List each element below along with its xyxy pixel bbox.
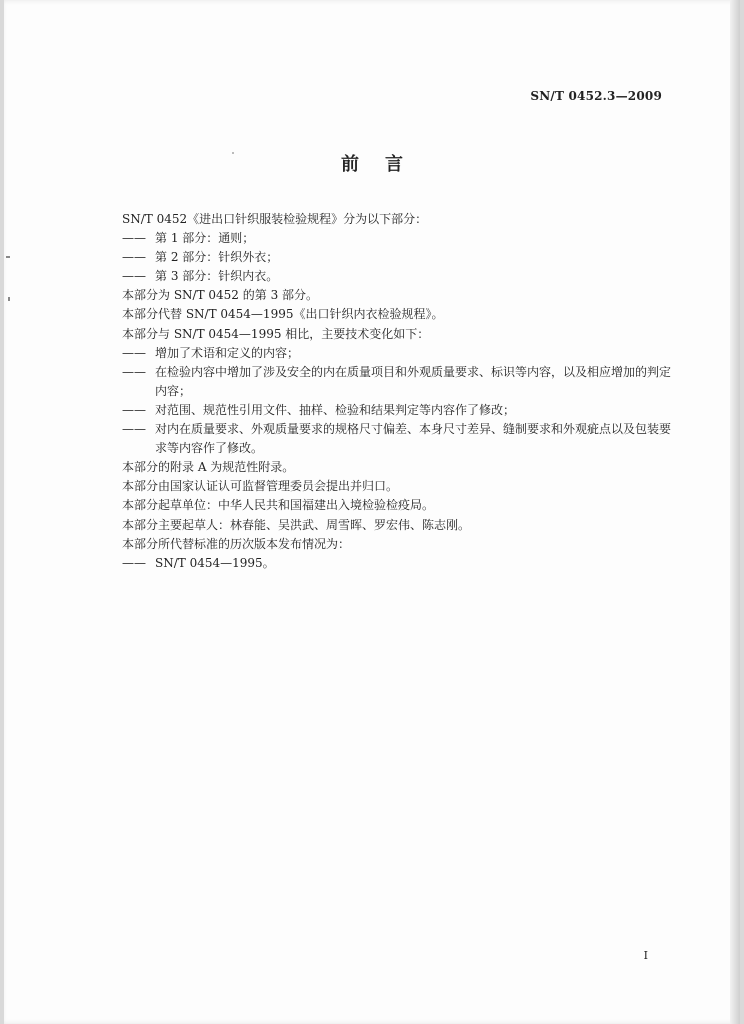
list-item-text: 对内在质量要求、外观质量要求的规格尺寸偏差、本身尺寸差异、缝制要求和外观疵点以及包装要求等内容作了修改。 (155, 422, 672, 456)
history-list-item (122, 554, 677, 573)
change-list-item (122, 363, 677, 401)
paragraph-line: 本部分所代替标准的历次版本发布情况为： (122, 536, 351, 551)
part-list-item (122, 229, 677, 248)
change-list-item (122, 401, 677, 420)
paragraph-line: 本部分与 SN/T 0454—1995 相比，主要技术变化如下： (122, 326, 430, 341)
list-item-text: 增加了术语和定义的内容； (155, 345, 300, 360)
list-item-text: 第 1 部分：通则； (155, 231, 255, 246)
paragraph-line: 本部分代替 SN/T 0454—1995《出口针织内衣检验规程》。 (122, 307, 444, 322)
foreword-body (122, 210, 677, 573)
list-item-text: 对范围、规范性引用文件、抽样、检验和结果判定等内容作了修改； (155, 402, 516, 417)
scan-speck (6, 256, 10, 258)
dash-marker: —— (122, 555, 146, 570)
dash-marker: —— (122, 345, 146, 360)
dash-marker: —— (122, 364, 146, 379)
intro-line: SN/T 0452《进出口针织服装检验规程》分为以下部分： (122, 212, 428, 226)
paragraph-line: 本部分的附录 A 为规范性附录。 (122, 460, 295, 475)
dash-marker: —— (122, 269, 146, 284)
paragraph-line: 本部分为 SN/T 0452 的第 3 部分。 (122, 288, 319, 303)
change-list-item (122, 344, 677, 363)
list-item-text: 第 3 部分：针织内衣。 (155, 269, 279, 284)
list-item-text: 在检验内容中增加了涉及安全的内在质量项目和外观质量要求、标识等内容，以及相应增加的判定内容； (155, 364, 672, 398)
dash-marker: —— (122, 231, 146, 246)
list-item-text: 第 2 部分：针织外衣； (155, 250, 279, 265)
list-item-text: SN/T 0454—1995。 (155, 555, 275, 570)
page-number: I (643, 949, 648, 962)
part-list-item (122, 248, 677, 267)
standard-code: SN/T 0452.3—2009 (530, 89, 662, 103)
paragraph-line: 本部分起草单位：中华人民共和国福建出入境检验检疫局。 (122, 498, 435, 513)
paragraph-line: 本部分主要起草人：林春能、吴洪武、周雪晖、罗宏伟、陈志刚。 (122, 517, 471, 532)
dash-marker: —— (122, 402, 146, 417)
scan-speck (232, 152, 234, 154)
dash-marker: —— (122, 422, 146, 437)
page-title: 前言 (341, 154, 429, 175)
paragraph-line: 本部分由国家认证认可监督管理委员会提出并归口。 (122, 479, 399, 494)
part-list-item (122, 267, 677, 286)
change-list-item (122, 420, 677, 458)
scan-speck (8, 297, 10, 301)
document-page (4, 0, 740, 1024)
dash-marker: —— (122, 250, 146, 265)
